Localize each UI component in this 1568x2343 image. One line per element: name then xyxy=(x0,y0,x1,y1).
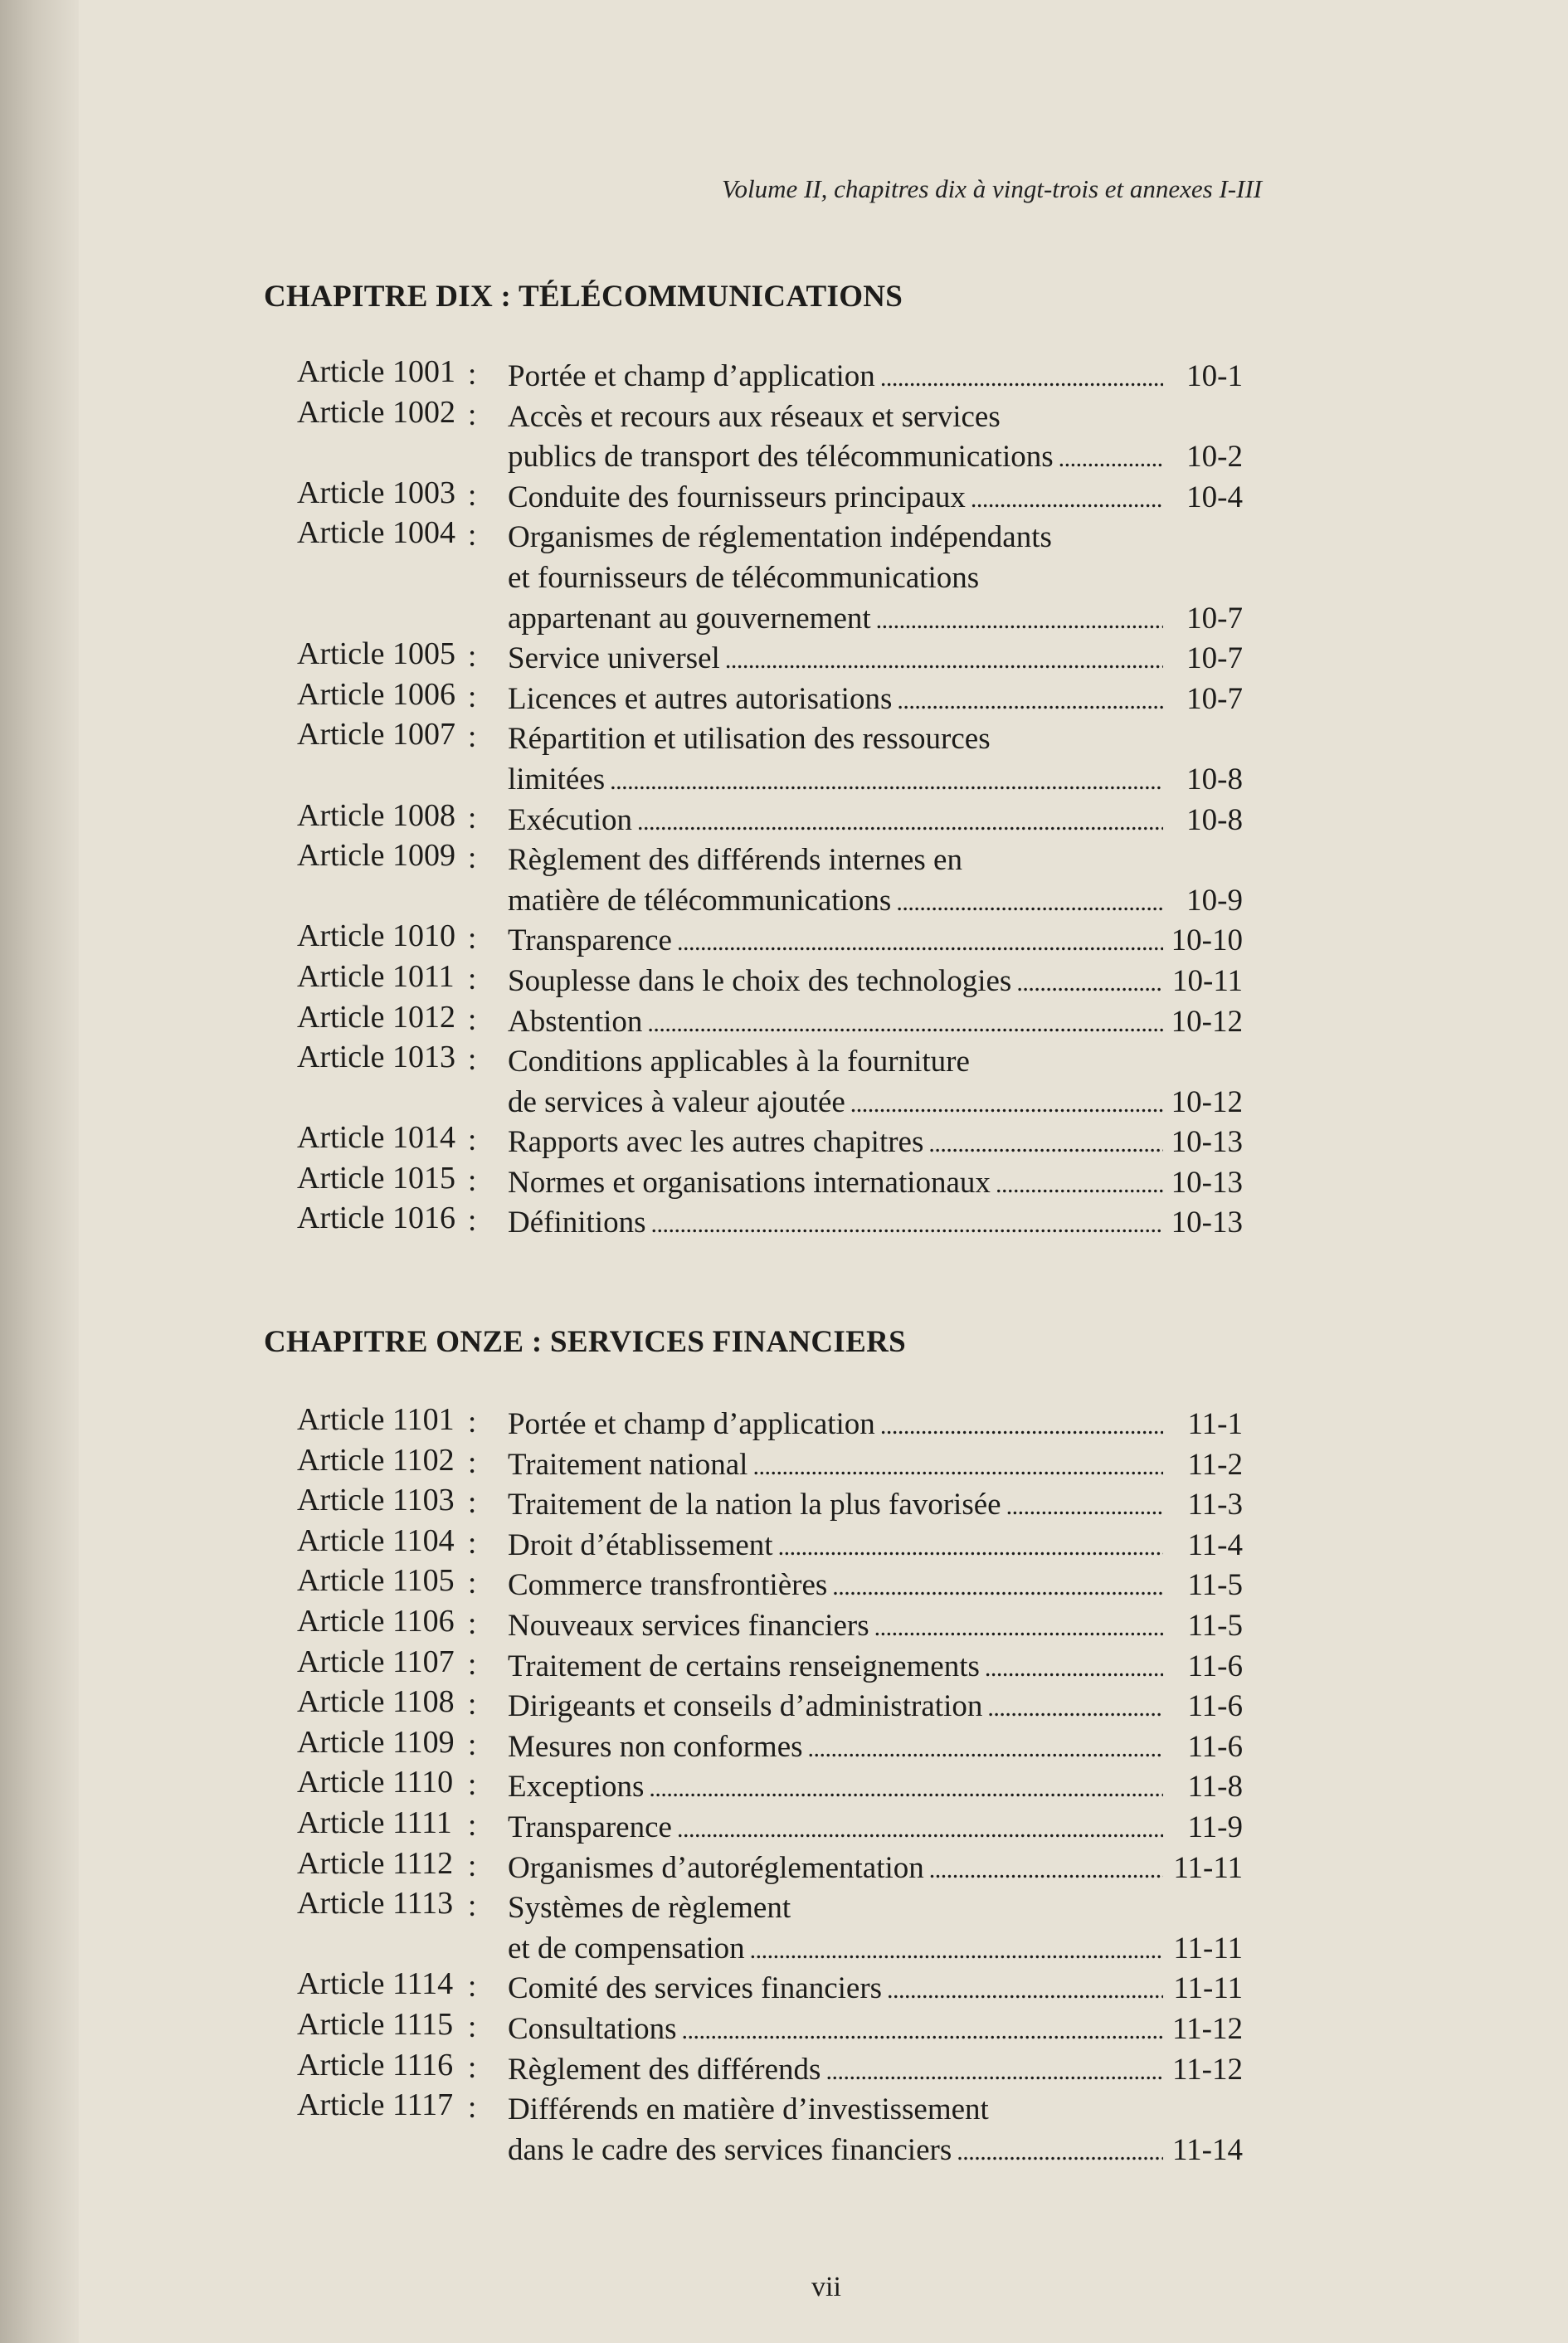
page-reference: 11-5 xyxy=(1187,1568,1243,1603)
dot-leader xyxy=(874,1606,1163,1649)
entry-line xyxy=(508,962,1243,1004)
article-title: matière de télécommunications xyxy=(508,883,892,918)
page-reference: 11-2 xyxy=(1187,1447,1243,1482)
dot-leader xyxy=(1006,1485,1163,1527)
entry-line xyxy=(508,1808,1243,1850)
dot-leader xyxy=(987,1687,1163,1729)
article-colon: : xyxy=(468,922,477,957)
toc-entry xyxy=(297,2006,1243,2050)
article-colon: : xyxy=(468,519,477,553)
toc-entry xyxy=(297,1767,1243,1808)
article-colon: : xyxy=(468,2050,477,2085)
article-colon: : xyxy=(468,1445,477,1480)
page-reference: 11-6 xyxy=(1187,1649,1243,1683)
dot-leader xyxy=(649,1767,1163,1810)
toc-entry xyxy=(297,1644,1243,1688)
dot-leader xyxy=(832,1566,1163,1608)
page-reference: 10-13 xyxy=(1171,1206,1243,1240)
article-colon: : xyxy=(468,1526,477,1561)
dot-leader xyxy=(850,1083,1163,1125)
page-reference: 11-11 xyxy=(1173,1931,1243,1965)
article-colon: : xyxy=(468,2091,477,2126)
dot-leader xyxy=(650,1203,1163,1245)
article-title: limitées xyxy=(508,762,606,796)
entry-line xyxy=(508,1405,1243,1447)
toc-entry xyxy=(297,2131,1243,2171)
entry-line xyxy=(508,2090,1243,2131)
toc-entry xyxy=(297,599,1243,640)
entry-line xyxy=(508,1606,1243,1649)
page-reference: 11-14 xyxy=(1172,2132,1243,2167)
article-colon: : xyxy=(468,1970,477,2004)
page-reference: 11-5 xyxy=(1187,1608,1243,1643)
dot-leader xyxy=(808,1727,1163,1770)
article-title: Répartition et utilisation des ressources xyxy=(508,722,991,757)
article-colon: : xyxy=(468,358,477,392)
toc-list-chapter-eleven xyxy=(297,1402,1243,2170)
article-number: Article 1006 xyxy=(297,676,456,712)
toc-entry xyxy=(297,840,1243,881)
article-title: Transparence xyxy=(508,1810,672,1844)
article-colon: : xyxy=(468,1486,477,1521)
page-reference: 10-1 xyxy=(1186,359,1243,393)
page-reference: 10-7 xyxy=(1186,601,1243,636)
article-colon: : xyxy=(468,478,477,513)
entry-line xyxy=(508,1163,1243,1206)
page-reference: 10-7 xyxy=(1186,681,1243,716)
entry-line xyxy=(508,1485,1243,1527)
article-title: Normes et organisations internationaux xyxy=(508,1165,991,1200)
article-title: appartenant au gouvernement xyxy=(508,601,871,636)
entry-line xyxy=(508,1123,1243,1165)
toc-entry xyxy=(297,918,1243,962)
article-number: Article 1003 xyxy=(297,475,456,510)
article-colon: : xyxy=(468,1163,477,1198)
dot-leader xyxy=(957,2131,1163,2173)
article-number: Article 1101 xyxy=(297,1402,455,1437)
page-folio: vii xyxy=(811,2272,841,2302)
toc-entry xyxy=(297,719,1243,760)
entry-line xyxy=(508,1929,1243,1971)
article-number: Article 1010 xyxy=(297,918,456,954)
dot-leader xyxy=(971,478,1163,520)
entry-line xyxy=(508,1526,1243,1568)
toc-entry xyxy=(297,1203,1243,1244)
article-title: Droit d’établissement xyxy=(508,1527,773,1562)
toc-entry xyxy=(297,515,1243,558)
page-reference: 11-9 xyxy=(1187,1810,1243,1844)
toc-entry xyxy=(297,1042,1243,1083)
dot-leader xyxy=(752,1445,1163,1488)
toc-entry xyxy=(297,676,1243,720)
page-reference: 11-3 xyxy=(1187,1488,1243,1522)
toc-entry xyxy=(297,1160,1243,1204)
entry-line xyxy=(508,1888,1243,1929)
entry-line xyxy=(508,1849,1243,1891)
entry-line xyxy=(508,680,1243,722)
article-number: Article 1108 xyxy=(297,1684,455,1720)
article-number: Article 1115 xyxy=(297,2006,454,2042)
entry-line xyxy=(508,357,1243,399)
dot-leader xyxy=(887,1969,1163,2011)
entry-line xyxy=(508,1969,1243,2011)
toc-entry xyxy=(297,1120,1243,1163)
page-reference: 10-12 xyxy=(1171,1004,1243,1039)
page-reference: 10-11 xyxy=(1172,963,1243,998)
article-colon: : xyxy=(468,841,477,876)
entry-line xyxy=(508,1083,1243,1125)
article-number: Article 1104 xyxy=(297,1522,455,1558)
article-number: Article 1114 xyxy=(297,1966,454,2002)
entry-line xyxy=(508,478,1243,520)
entry-line xyxy=(508,719,1243,760)
toc-entry xyxy=(297,1805,1243,1849)
page-reference: 10-2 xyxy=(1186,440,1243,475)
article-number: Article 1012 xyxy=(297,999,456,1035)
toc-entry xyxy=(297,437,1243,478)
article-number: Article 1007 xyxy=(297,717,456,753)
article-number: Article 1009 xyxy=(297,838,456,874)
entry-line xyxy=(508,599,1243,641)
dot-leader xyxy=(677,921,1163,963)
page-reference: 11-6 xyxy=(1187,1689,1243,1724)
dot-leader xyxy=(1016,962,1163,1004)
entry-line xyxy=(508,1445,1243,1488)
article-title: Consultations xyxy=(508,2011,677,2046)
toc-entry xyxy=(297,797,1243,841)
entry-line xyxy=(508,1767,1243,1810)
dot-leader xyxy=(647,1002,1163,1045)
toc-entry xyxy=(297,394,1243,438)
toc-entry xyxy=(297,1966,1243,2009)
article-title: Comité des services financiers xyxy=(508,1971,883,2006)
entry-line xyxy=(508,2009,1243,2052)
dot-leader xyxy=(996,1163,1163,1206)
toc-entry xyxy=(297,354,1243,397)
dot-leader xyxy=(750,1929,1163,1971)
article-title: Conduite des fournisseurs principaux xyxy=(508,480,966,514)
page-reference: 11-6 xyxy=(1187,1729,1243,1764)
article-title: Nouveaux services financiers xyxy=(508,1608,869,1643)
page-reference: 11-8 xyxy=(1187,1770,1243,1805)
article-number: Article 1112 xyxy=(297,1845,454,1881)
toc-entry xyxy=(297,2047,1243,2091)
article-number: Article 1016 xyxy=(297,1201,456,1236)
dot-leader xyxy=(897,680,1163,722)
toc-entry xyxy=(297,475,1243,519)
chapter-title-ten: CHAPITRE DIX : TÉLÉCOMMUNICATIONS xyxy=(264,280,903,314)
toc-entry xyxy=(297,1402,1243,1445)
entry-line xyxy=(508,639,1243,681)
page-reference: 10-13 xyxy=(1171,1125,1243,1160)
article-title: Traitement national xyxy=(508,1447,748,1482)
article-title: Portée et champ d’application xyxy=(508,1407,875,1441)
article-number: Article 1109 xyxy=(297,1724,455,1760)
dot-leader xyxy=(880,1405,1163,1447)
article-title: Rapports avec les autres chapitres xyxy=(508,1125,924,1160)
page-reference: 10-8 xyxy=(1186,762,1243,796)
article-number: Article 1002 xyxy=(297,394,456,430)
article-number: Article 1110 xyxy=(297,1765,454,1800)
toc-entry xyxy=(297,1563,1243,1606)
page-reference: 11-11 xyxy=(1173,1850,1243,1885)
entry-line xyxy=(508,437,1243,480)
article-number: Article 1014 xyxy=(297,1120,456,1156)
article-colon: : xyxy=(468,801,477,835)
article-title: Systèmes de règlement xyxy=(508,1891,791,1926)
toc-entry xyxy=(297,1485,1243,1526)
page-reference: 10-7 xyxy=(1186,641,1243,676)
toc-entry xyxy=(297,1522,1243,1566)
article-number: Article 1015 xyxy=(297,1160,456,1196)
entry-line xyxy=(508,2050,1243,2092)
entry-line xyxy=(508,1002,1243,1045)
entry-line xyxy=(508,801,1243,843)
dot-leader xyxy=(880,357,1163,399)
entry-line xyxy=(508,840,1243,881)
article-number: Article 1011 xyxy=(297,958,455,994)
entry-line xyxy=(508,1647,1243,1689)
running-header: Volume II, chapitres dix à vingt-trois et annexes I-III xyxy=(722,174,1263,203)
toc-entry xyxy=(297,1929,1243,1970)
entry-line xyxy=(508,397,1243,438)
article-colon: : xyxy=(468,397,477,432)
page-reference: 11-12 xyxy=(1172,2052,1243,2087)
toc-entry xyxy=(297,636,1243,680)
article-title: Différends en matière d’investissement xyxy=(508,2092,989,2127)
toc-entry xyxy=(297,958,1243,1002)
page-reference: 11-12 xyxy=(1172,2011,1243,2046)
entry-line xyxy=(508,921,1243,963)
article-title: Souplesse dans le choix des technologies xyxy=(508,963,1012,998)
dot-leader xyxy=(778,1526,1163,1568)
toc-entry xyxy=(297,2087,1243,2131)
dot-leader xyxy=(928,1123,1163,1165)
article-colon: : xyxy=(468,1405,477,1439)
article-title: Conditions applicables à la fourniture xyxy=(508,1045,970,1079)
article-colon: : xyxy=(468,1727,477,1762)
article-number: Article 1107 xyxy=(297,1644,455,1679)
page-reference: 11-11 xyxy=(1173,1971,1243,2006)
page-reference: 10-9 xyxy=(1186,883,1243,918)
page-reference: 10-8 xyxy=(1186,802,1243,837)
article-number: Article 1008 xyxy=(297,797,456,833)
article-title: Portée et champ d’application xyxy=(508,359,875,393)
article-number: Article 1117 xyxy=(297,2087,454,2123)
article-colon: : xyxy=(468,1768,477,1803)
page-reference: 10-10 xyxy=(1171,923,1243,958)
page-reference: 11-1 xyxy=(1187,1407,1243,1441)
article-title: Dirigeants et conseils d’administration xyxy=(508,1689,983,1724)
article-title: Service universel xyxy=(508,641,720,676)
toc-entry xyxy=(297,1724,1243,1768)
toc-list-chapter-ten xyxy=(297,354,1243,1244)
dot-leader xyxy=(682,2009,1163,2052)
entry-line xyxy=(508,558,1243,599)
entry-line xyxy=(508,2131,1243,2173)
article-number: Article 1106 xyxy=(297,1603,455,1639)
dot-leader xyxy=(825,2050,1163,2092)
dot-leader xyxy=(677,1808,1163,1850)
article-title: dans le cadre des services financiers xyxy=(508,2132,952,2167)
article-number: Article 1113 xyxy=(297,1886,454,1922)
article-colon: : xyxy=(468,1123,477,1158)
entry-line xyxy=(508,1566,1243,1608)
page-reference: 10-4 xyxy=(1186,480,1243,514)
chapter-title-eleven: CHAPITRE ONZE : SERVICES FINANCIERS xyxy=(264,1325,907,1359)
article-title: Règlement des différends internes en xyxy=(508,843,962,878)
dot-leader xyxy=(929,1849,1163,1891)
entry-line xyxy=(508,518,1243,558)
dot-leader xyxy=(1059,437,1163,480)
article-title: Accès et recours aux réseaux et services xyxy=(508,399,1001,434)
article-colon: : xyxy=(468,640,477,675)
article-colon: : xyxy=(468,1889,477,1924)
dot-leader xyxy=(610,760,1163,802)
page-reference: 10-12 xyxy=(1171,1084,1243,1119)
article-colon: : xyxy=(468,1043,477,1078)
article-title: Exécution xyxy=(508,802,633,837)
article-colon: : xyxy=(468,680,477,714)
article-title: Règlement des différends xyxy=(508,2052,821,2087)
article-number: Article 1111 xyxy=(297,1805,452,1840)
entry-line xyxy=(508,1042,1243,1083)
entry-line xyxy=(508,760,1243,802)
article-colon: : xyxy=(468,1849,477,1883)
entry-line xyxy=(508,1727,1243,1770)
article-title: Abstention xyxy=(508,1004,643,1039)
article-title: Organismes d’autoréglementation xyxy=(508,1850,924,1885)
toc-entry xyxy=(297,1888,1243,1929)
article-colon: : xyxy=(468,1647,477,1682)
article-title: Traitement de certains renseignements xyxy=(508,1649,980,1683)
toc-entry xyxy=(297,881,1243,922)
article-colon: : xyxy=(468,1204,477,1239)
article-title: Organismes de réglementation indépendants xyxy=(508,520,1052,555)
article-number: Article 1004 xyxy=(297,515,456,551)
toc-entry xyxy=(297,1845,1243,1889)
article-title: et fournisseurs de télécommunications xyxy=(508,560,980,595)
article-colon: : xyxy=(468,720,477,755)
article-colon: : xyxy=(468,1808,477,1843)
article-number: Article 1116 xyxy=(297,2047,454,2082)
article-title: de services à valeur ajoutée xyxy=(508,1084,845,1119)
article-title: et de compensation xyxy=(508,1931,745,1965)
toc-entry xyxy=(297,1442,1243,1486)
article-number: Article 1005 xyxy=(297,636,456,672)
article-number: Article 1001 xyxy=(297,354,456,389)
toc-entry xyxy=(297,999,1243,1043)
article-colon: : xyxy=(468,962,477,996)
article-title: Exceptions xyxy=(508,1770,645,1805)
toc-entry xyxy=(297,1083,1243,1123)
article-colon: : xyxy=(468,1002,477,1037)
article-title: Licences et autres autorisations xyxy=(508,681,893,716)
article-title: Définitions xyxy=(508,1206,646,1240)
article-colon: : xyxy=(468,1606,477,1641)
entry-line xyxy=(508,1687,1243,1729)
article-number: Article 1103 xyxy=(297,1483,455,1518)
article-title: Commerce transfrontières xyxy=(508,1568,828,1603)
article-title: Traitement de la nation la plus favorisée xyxy=(508,1488,1001,1522)
dot-leader xyxy=(876,599,1163,641)
article-colon: : xyxy=(468,1688,477,1722)
entry-line xyxy=(508,1203,1243,1245)
article-number: Article 1105 xyxy=(297,1563,455,1599)
article-colon: : xyxy=(468,1566,477,1601)
article-number: Article 1013 xyxy=(297,1040,456,1075)
dot-leader xyxy=(637,801,1163,843)
page-reference: 11-4 xyxy=(1187,1527,1243,1562)
toc-entry xyxy=(297,558,1243,599)
article-title: publics de transport des télécommunications xyxy=(508,440,1054,475)
article-title: Transparence xyxy=(508,923,672,958)
article-number: Article 1102 xyxy=(297,1442,455,1478)
entry-line xyxy=(508,881,1243,923)
dot-leader xyxy=(725,639,1163,681)
toc-entry xyxy=(297,760,1243,801)
page-reference: 10-13 xyxy=(1171,1165,1243,1200)
article-colon: : xyxy=(468,2009,477,2044)
toc-entry xyxy=(297,1603,1243,1647)
article-title: Mesures non conformes xyxy=(508,1729,803,1764)
dot-leader xyxy=(985,1647,1163,1689)
toc-entry xyxy=(297,1684,1243,1727)
dot-leader xyxy=(896,881,1163,923)
